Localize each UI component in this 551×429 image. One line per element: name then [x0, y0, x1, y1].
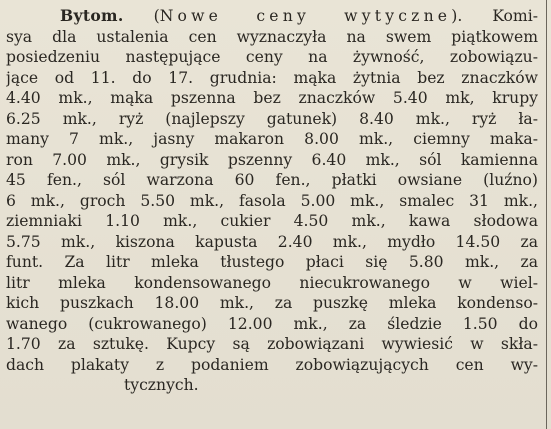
- article-line: 5.75 mk., kiszona kapusta 2.40 mk., mydło 14.50 za: [6, 232, 538, 251]
- article-line: 45 fen., sól warzona 60 fen., płatki owsiane (luźno): [6, 171, 538, 189]
- article-line: sya dla ustalenia cen wyznaczyła na swem piątkowem: [6, 27, 538, 46]
- article-line: litr mleka kondensowanego niecukrowanego w wiel-: [6, 273, 538, 292]
- article-line: ron 7.00 mk., grysik pszenny 6.40 mk., sól kamienna: [6, 150, 538, 169]
- article-line: dach plakaty z podaniem zobowiązujących cen wy-: [6, 355, 538, 374]
- article-line: ziemniaki 1.10 mk., cukier 4.50 mk., kawa słodowa: [6, 212, 538, 230]
- news-article: [6, 6, 538, 396]
- article-line: 4.40 mk., mąka pszenna bez znaczków 5.40 mk, krupy: [6, 89, 538, 107]
- article-line: posiedzeniu następujące ceny na żywność, zobowiązu-: [6, 48, 538, 66]
- article-line: wanego (cukrowanego) 12.00 mk., za śledzie 1.50 do: [6, 314, 538, 333]
- article-line: kich puszkach 18.00 mk., za puszkę mleka kondenso-: [6, 294, 538, 312]
- heading-open-paren: (: [153, 7, 160, 25]
- article-line: 6 mk., groch 5.50 mk., fasola 5.00 mk., smalec 31 mk.,: [6, 191, 538, 210]
- article-line: jące od 11. do 17. grudnia: mąka żytnia bez znaczków: [6, 68, 538, 87]
- first-line-tail: Komi-: [492, 7, 538, 25]
- article-line: many 7 mk., jasny makaron 8.00 mk., ciemny maka-: [6, 130, 538, 148]
- column-rule: [546, 0, 547, 429]
- article-town: Bytom.: [60, 6, 124, 25]
- article-first-line: [6, 6, 538, 27]
- article-last-line: tycznych.: [124, 376, 199, 394]
- article-line: 1.70 za sztukę. Kupcy są zobowiązani wywiesić w skła-: [6, 335, 538, 353]
- article-heading: Nowe ceny wytyczne: [159, 7, 452, 25]
- article-line: 6.25 mk., ryż (najlepszy gatunek) 8.40 mk., ryż ła-: [6, 109, 538, 128]
- article-line: funt. Za litr mleka tłustego płaci się 5.80 mk., za: [6, 253, 538, 271]
- heading-close-paren: ).: [451, 7, 463, 25]
